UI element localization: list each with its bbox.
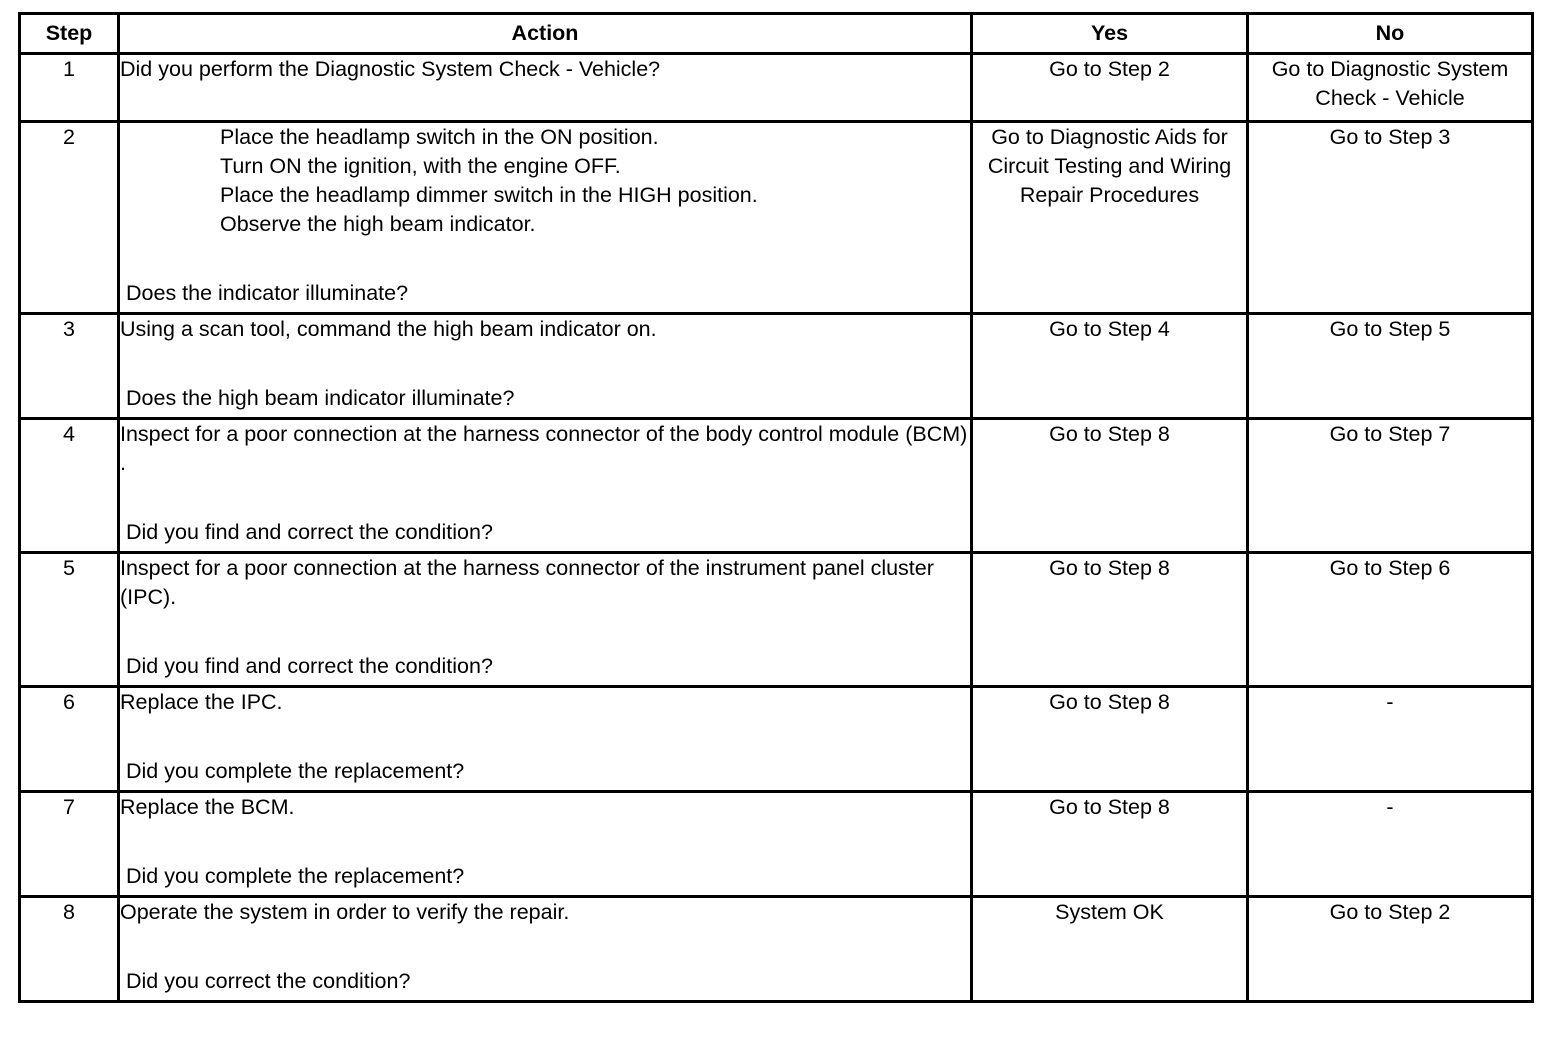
table-row	[20, 314, 1533, 419]
header-action: Action	[119, 14, 972, 54]
header-step: Step	[20, 14, 119, 54]
yes-result: System OK	[972, 897, 1248, 1002]
action-cell	[119, 897, 972, 1002]
table-row	[20, 419, 1533, 553]
table-row	[20, 792, 1533, 897]
action-cell	[119, 314, 972, 419]
action-text: Using a scan tool, command the high beam indicator on.	[120, 317, 657, 341]
no-result: Go to Step 7	[1248, 419, 1533, 553]
yes-result: Go to Step 8	[972, 553, 1248, 687]
action-cell	[119, 553, 972, 687]
step-number: 7	[20, 792, 119, 897]
yes-result: Go to Step 8	[972, 687, 1248, 792]
action-cell	[119, 792, 972, 897]
step-number: 1	[20, 54, 119, 122]
step-number: 3	[20, 314, 119, 419]
header-yes: Yes	[972, 14, 1248, 54]
action-text: Replace the IPC.	[120, 690, 283, 714]
no-result: Go to Step 2	[1248, 897, 1533, 1002]
table-row	[20, 687, 1533, 792]
action-text: Operate the system in order to verify the repair.	[120, 900, 570, 924]
yes-result: Go to Step 2	[972, 54, 1248, 122]
diagnostic-table	[18, 12, 1534, 1003]
table-row	[20, 553, 1533, 687]
action-cell	[119, 54, 972, 122]
action-substep: Turn ON the ignition, with the engine OFF.	[220, 154, 621, 178]
action-question: Did you complete the replacement?	[126, 759, 465, 783]
action-text: Replace the BCM.	[120, 795, 295, 819]
action-cell	[119, 122, 972, 314]
header-no: No	[1248, 14, 1533, 54]
yes-result: Go to Step 8	[972, 419, 1248, 553]
action-question: Does the high beam indicator illuminate?	[126, 386, 515, 410]
step-number: 6	[20, 687, 119, 792]
action-text: Inspect for a poor connection at the harness connector of the instrument panel cluster (IPC).	[120, 556, 934, 609]
action-text: Did you perform the Diagnostic System Check - Vehicle?	[120, 57, 661, 81]
table-row	[20, 122, 1533, 314]
action-question: Did you find and correct the condition?	[126, 654, 493, 678]
no-result: -	[1248, 792, 1533, 897]
action-question: Did you correct the condition?	[126, 969, 411, 993]
action-question: Did you complete the replacement?	[126, 864, 465, 888]
step-number: 8	[20, 897, 119, 1002]
action-substep: Place the headlamp switch in the ON position.	[220, 125, 659, 149]
action-cell	[119, 419, 972, 553]
action-question: Did you find and correct the condition?	[126, 520, 493, 544]
yes-result: Go to Step 4	[972, 314, 1248, 419]
table-row	[20, 54, 1533, 122]
header-row	[20, 14, 1533, 54]
action-substep: Observe the high beam indicator.	[220, 212, 536, 236]
yes-result: Go to Diagnostic Aids for Circuit Testing and Wiring Repair Procedures	[972, 122, 1248, 314]
no-result: Go to Diagnostic System Check - Vehicle	[1248, 54, 1533, 122]
no-result: Go to Step 6	[1248, 553, 1533, 687]
no-result: -	[1248, 687, 1533, 792]
step-number: 4	[20, 419, 119, 553]
step-number: 5	[20, 553, 119, 687]
action-question: Does the indicator illuminate?	[126, 281, 409, 305]
table-row	[20, 897, 1533, 1002]
step-number: 2	[20, 122, 119, 314]
action-substep: Place the headlamp dimmer switch in the HIGH position.	[220, 183, 758, 207]
action-cell	[119, 687, 972, 792]
yes-result: Go to Step 8	[972, 792, 1248, 897]
action-text: Inspect for a poor connection at the harness connector of the body control module (BCM) .	[120, 422, 968, 475]
no-result: Go to Step 3	[1248, 122, 1533, 314]
no-result: Go to Step 5	[1248, 314, 1533, 419]
